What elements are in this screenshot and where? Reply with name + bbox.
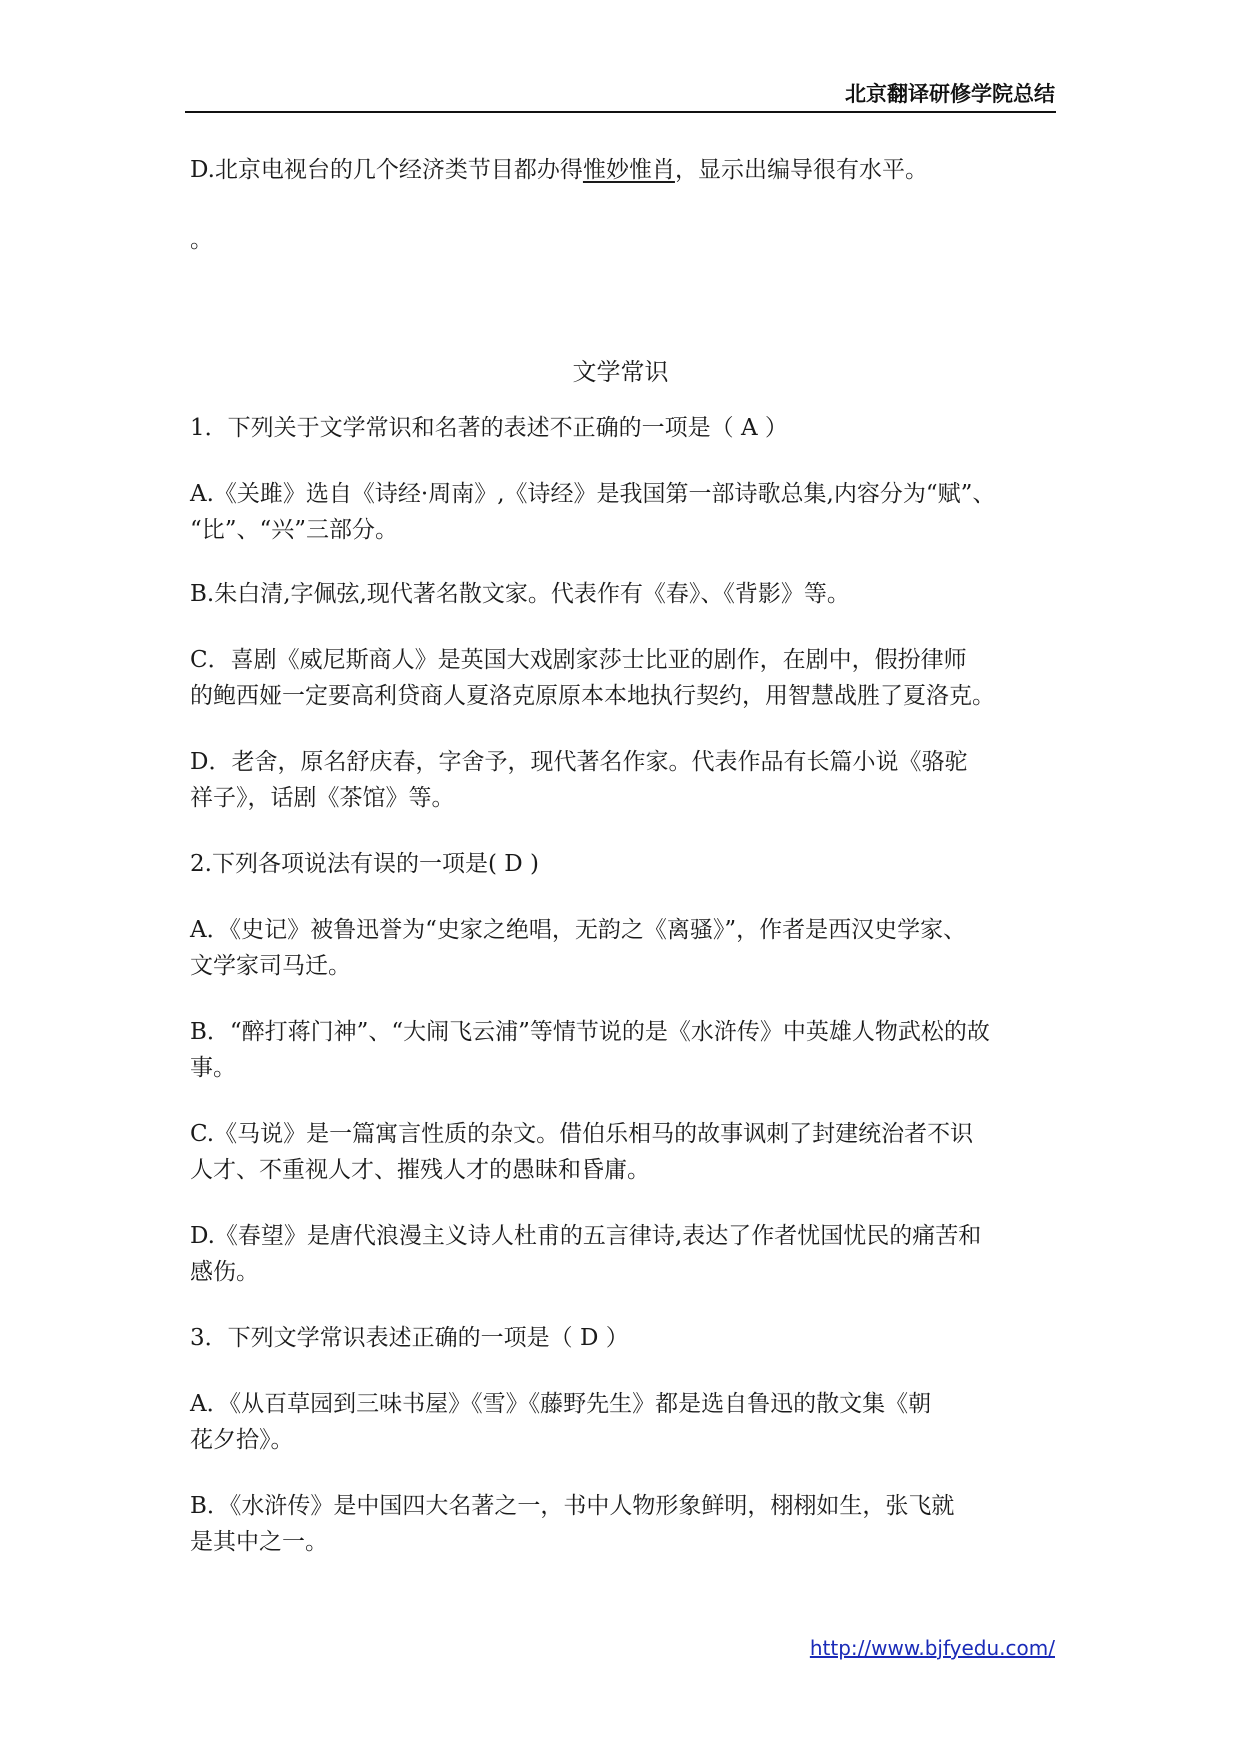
q3-option-b-line2: 是其中之一。 [190, 1529, 328, 1555]
q2-option-d-line2: 感伤。 [190, 1259, 259, 1285]
option-d-line [190, 152, 928, 188]
question-1: 1．下列关于文学常识和名著的表述不正确的一项是（ A ） [190, 415, 788, 441]
q3-option-a-line2: 花夕拾》。 [190, 1427, 294, 1453]
footer-website-link[interactable]: http://www.bjfyedu.com/ [809, 1636, 1055, 1660]
q3-option-a-line1: A．《从百草园到三味书屋》《雪》《藤野先生》都是选自鲁迅的散文集《朝 [190, 1391, 932, 1417]
section-title: 文学常识 [572, 358, 669, 386]
option-d-underlined-phrase: 惟妙惟肖 [582, 157, 675, 183]
q1-option-d-line1: D．老舍，原名舒庆春，字舍予，现代著名作家。代表作品有长篇小说《骆驼 [190, 749, 968, 775]
q2-option-b-line1: B．“醉打蒋门神”、“大闹飞云浦”等情节说的是《水浒传》中英雄人物武松的故 [190, 1019, 990, 1045]
header-divider [185, 111, 1056, 113]
q1-option-b: B.朱白清,字佩弦,现代著名散文家。代表作有《春》、《背影》等。 [190, 581, 850, 607]
q1-option-a-line1: A.《关雎》选自《诗经·周南》,《诗经》是我国第一部诗歌总集,内容分为“赋”、 [190, 481, 996, 507]
q2-option-c-line2: 人才、不重视人才、摧残人才的愚昧和昏庸。 [190, 1157, 650, 1183]
q2-option-d-line1: D.《春望》是唐代浪漫主义诗人杜甫的五言律诗,表达了作者忧国忧民的痛苦和 [190, 1223, 982, 1249]
q2-option-a-line2: 文学家司马迁。 [190, 953, 351, 979]
q2-option-c-line1: C.《马说》是一篇寓言性质的杂文。借伯乐相马的故事讽刺了封建统治者不识 [190, 1121, 974, 1147]
header-title: 北京翻译研修学院总结 [845, 82, 1055, 106]
q2-option-b-line2: 事。 [190, 1055, 236, 1081]
q1-option-a-line2: “比”、“兴”三部分。 [190, 517, 399, 543]
q1-option-d-line2: 祥子》，话剧《茶馆》等。 [190, 785, 455, 811]
q1-option-c-line2: 的鲍西娅一定要高利贷商人夏洛克原原本本地执行契约，用智慧战胜了夏洛克。 [190, 683, 995, 709]
q3-option-b-line1: B．《水浒传》是中国四大名著之一，书中人物形象鲜明，栩栩如生，张飞就 [190, 1493, 955, 1519]
q2-option-a-line1: A．《史记》被鲁迅誉为“史家之绝唱，无韵之《离骚》”，作者是西汉史学家、 [190, 917, 967, 943]
question-2: 2.下列各项说法有误的一项是( D ) [190, 851, 539, 877]
option-d-suffix: ，显示出编导很有水平。 [674, 157, 928, 183]
q1-option-c-line1: C．喜剧《威尼斯商人》是英国大戏剧家莎士比亚的剧作，在剧中，假扮律师 [190, 647, 967, 673]
option-d-prefix: D.北京电视台的几个经济类节目都办得 [190, 157, 583, 183]
question-3: 3．下列文学常识表述正确的一项是（ D ） [190, 1325, 629, 1351]
stray-mark: 。 [190, 227, 213, 253]
